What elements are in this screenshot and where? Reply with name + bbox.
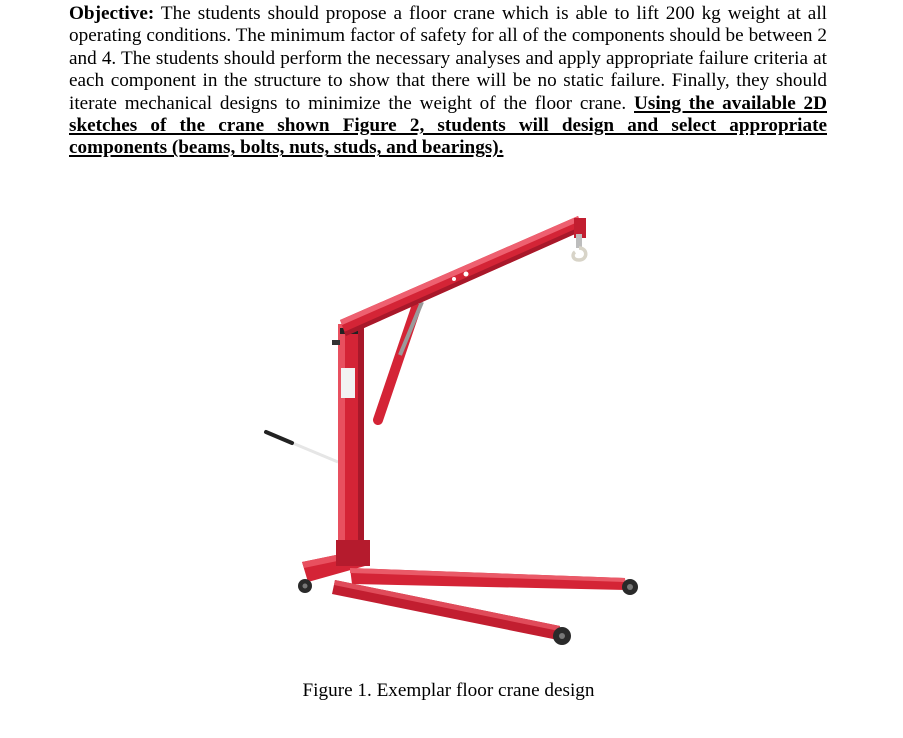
boom-hole xyxy=(464,272,469,277)
boom-shadow xyxy=(344,226,584,336)
objective-label: Objective: xyxy=(69,3,155,24)
mast-pin xyxy=(332,340,340,345)
hook-chain xyxy=(576,234,582,248)
pump-base xyxy=(336,540,370,566)
mast-label-sticker xyxy=(341,368,355,398)
lifting-hook xyxy=(573,248,586,260)
handle-grip xyxy=(266,432,292,443)
objective-emphasis: Using the available 2D sketches of the crane shown Figure 2, students will design and select appropriate components (beams, bolts, nuts, studs, and bearings). xyxy=(69,92,827,159)
wheel-rear-hub xyxy=(303,584,308,589)
floor-crane-figure xyxy=(240,190,660,660)
hydraulic-ram-cylinder xyxy=(378,308,416,420)
boom-highlight xyxy=(340,216,580,325)
wheel-front-hub xyxy=(559,633,565,639)
boom-hole-2 xyxy=(452,277,456,281)
wheel-right-hub xyxy=(627,584,633,590)
mast-shadow xyxy=(358,324,364,566)
mast-highlight xyxy=(338,324,345,566)
figure-caption xyxy=(0,680,903,702)
objective-body: The students should propose a floor crane which is able to lift 200 kg weight at all operating conditions. The minimum factor of safety for all of the components should be between 2 and 4. The students should perform the necessary analyses and apply appropriate failure criteria at each component in the structure to show that there will be no static failure. Finally, they should iterate mechanical designs to minimize the weight of the floor crane. xyxy=(69,3,827,114)
floor-crane-image xyxy=(240,190,660,660)
objective-paragraph xyxy=(69,3,827,160)
figure-caption-text: Figure 1. Exemplar floor crane design xyxy=(302,680,595,701)
